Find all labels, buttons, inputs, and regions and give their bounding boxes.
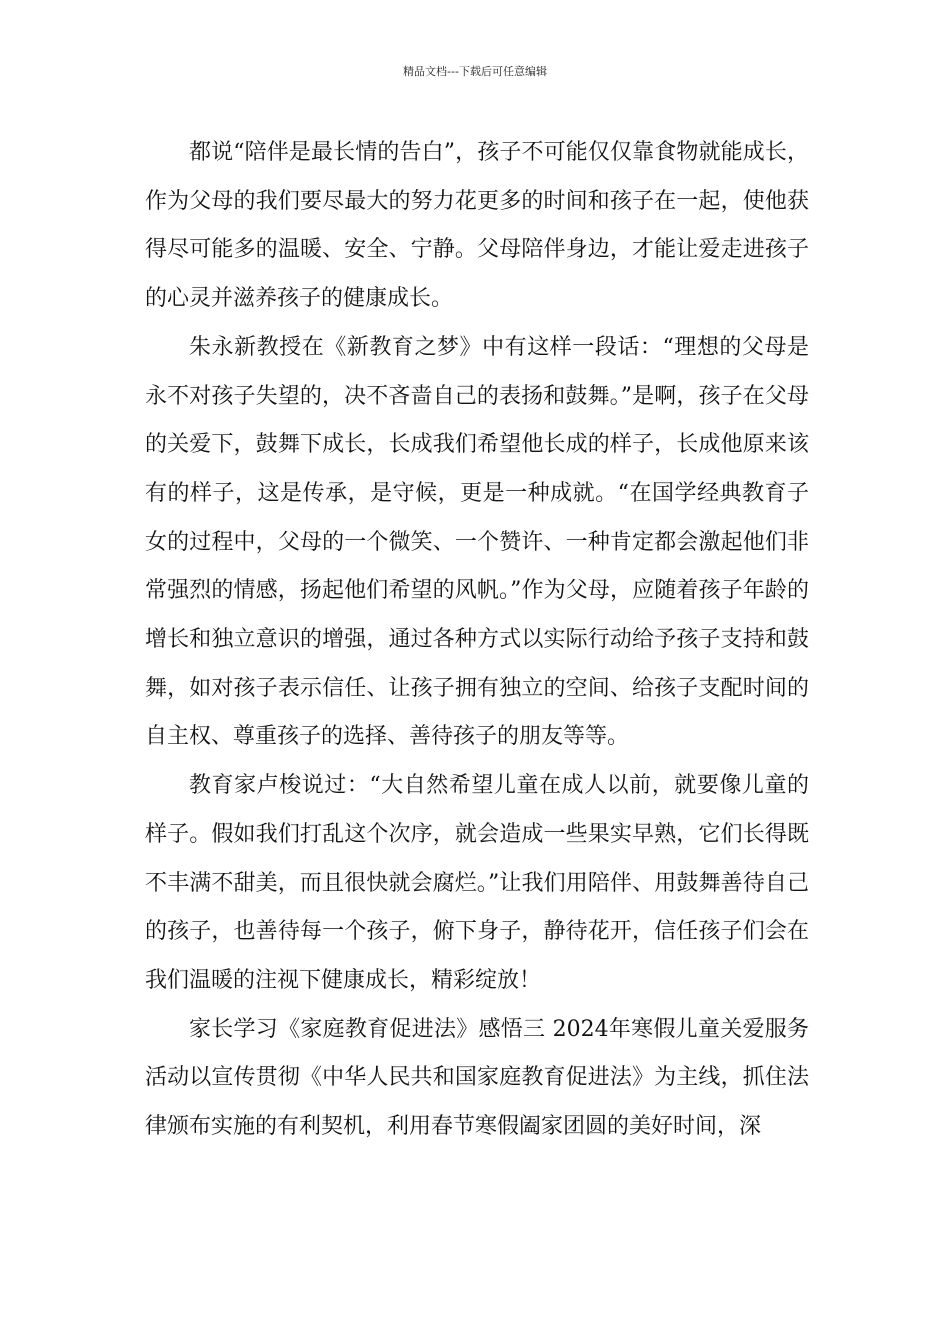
document-body bbox=[145, 129, 809, 1152]
paragraph-2: 朱永新教授在《新教育之梦》中有这样一段话：“理想的父母是永不对孩子失望的，决不吝啬自己的表扬和鼓舞。”是啊，孩子在父母的关爱下，鼓舞下成长，长成我们希望他长成的样子，长成他原来该有的样子，这是传承，是守候，更是一种成就。“在国学经典教育子女的过程中，父母的一个微笑、一个赞许、一种肯定都会激起他们非常强烈的情感，扬起他们希望的风帆。”作为父母，应随着孩子年龄的增长和独立意识的增强，通过各种方式以实际行动给予孩子支持和鼓舞，如对孩子表示信任、让孩子拥有独立的空间、给孩子支配时间的自主权、尊重孩子的选择、善待孩子的朋友等等。 bbox=[145, 334, 809, 750]
paragraph-3: 教育家卢梭说过：“大自然希望儿童在成人以前，就要像儿童的样子。假如我们打乱这个次序，就会造成一些果实早熟，它们长得既不丰满不甜美，而且很快就会腐烂。”让我们用陪伴、用鼓舞善待自己的孩子，也善待每一个孩子，俯下身子，静待花开，信任孩子们会在我们温暖的注视下健康成长，精彩绽放！ bbox=[145, 773, 809, 993]
paragraph-1: 都说“陪伴是最长情的告白”，孩子不可能仅仅靠食物就能成长，作为父母的我们要尽最大的努力花更多的时间和孩子在一起，使他获得尽可能多的温暖、安全、宁静。父母陪伴身边，才能让爱走进孩子的心灵并滋养孩子的健康成长。 bbox=[145, 140, 809, 312]
page-header: 精品文档---下载后可任意编辑 bbox=[403, 65, 547, 78]
paragraph-4: 家长学习《家庭教育促进法》感悟三 2024年寒假儿童关爱服务活动以宣传贯彻《中华人民共和国家庭教育促进法》为主线，抓住法律颁布实施的有利契机，利用春节寒假阖家团圆的美好时间，深 bbox=[145, 1016, 809, 1140]
